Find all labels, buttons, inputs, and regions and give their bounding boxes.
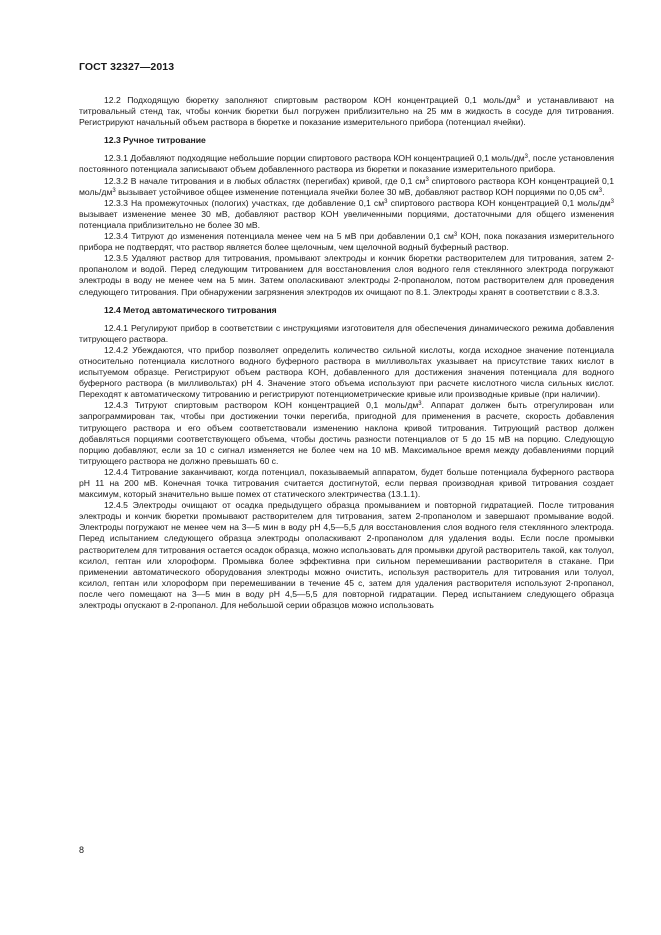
paragraph-12-2: 12.2 Подходящую бюретку заполняют спиртовым раствором КОН концентрацией 0,1 моль/$дм^3$ и устанавливают на титровальный стенд так, чтобы кончик бюретки был погружен приблизительно на 25 мм в жидкость в сосуде для титрования. Регистрируют начальный объем раствора в бюретке и показание измерительного прибора (потенциал ячейки). xyxy=(79,95,614,128)
heading-12-4: 12.4 Метод автоматического титрования xyxy=(104,304,277,315)
superscript-3: 3 xyxy=(453,232,458,239)
heading-12-3: 12.3 Ручное титрование xyxy=(104,135,206,146)
paragraph-12-3-1: 12.3.1 Добавляют подходящие небольшие порции спиртового раствора КОН концентрацией 0,1 моль/$дм^3$, после установления постоянного потенциала записывают объем добавленного раствора из бюретки и показание измерительного прибора. xyxy=(79,153,614,175)
paragraph-12-3-3: 12.3.3 На промежуточных (пологих) участках, где добавление 0,1 $см^3$ спиртового раствора КОН концентрацией 0,1 моль/$дм^3$ вызывает изменение менее 30 мВ, добавляют раствор КОН увеличенными порциями, достаточными для общего изменения потенциала приблизительно не более 30 мВ. xyxy=(79,197,614,230)
superscript-3: 3 xyxy=(610,198,614,205)
paragraph-12-4-1: 12.4.1 Регулируют прибор в соответствии с инструкциями изготовителя для обеспечения динамического режима добавления титрующего раствора. xyxy=(79,322,614,344)
superscript-3: 3 xyxy=(112,187,116,194)
paragraph-12-4-5: 12.4.5 Электроды очищают от осадка предыдущего образца промыванием и повторной гидратацией. После титрования электроды и кончик бюретки промывают растворителем для титрования, затем 2-пропанолом и завершают промывание водой. Электроды погружают не менее чем на 3—5 мин в воду pH 4,5—5,5 для восстановления слоя водного геля стеклянного электрода. Перед испытанием следующего образца электроды ополаскивают 2-пропанолом для удаления воды. Если после промывки растворителем для титрования остается осадок образца, можно использовать для промывки другой растворитель такой, как толуол, ксилол, гептан или хлороформ. Промывка более эффективна при сильном перемешивании растворителя в стакане. При применении автоматического оборудования электроды можно очистить, используя растворитель для титрования или толуол, ксилол, гептан или хлороформ при перемешивании в течение 45 с, затем для удаления растворителя используют 2-пропанол, после чего помещают на 3—5 мин в воду pH 4,5—5,5 для повторной гидратации. Перед испытанием следующего образца электроды опускают в 2-пропанол. Для небольшой серии образцов можно использовать xyxy=(79,500,614,611)
document-header: ГОСТ 32327—2013 xyxy=(79,61,175,73)
page-number: 8 xyxy=(79,845,85,855)
document-body xyxy=(79,95,614,611)
paragraph-12-4-3: 12.4.3 Титруют спиртовым раствором КОН концентрацией 0,1 моль/$дм^3$. Аппарат должен быть отрегулирован или запрограммирован так, чтобы при достижении точки перегиба, пригодной для применения в расчете, скорость добавления титрующего раствора и его объем соответствовали изменению наклона кривой титрования. Титрующий раствор должен добавляться порциями соответствующего объема, чтобы достичь разности потенциалов от 5 до 15 мВ на порцию. Следующую порцию добавляют, если за 10 с сигнал изменяется не более чем на 10 мВ. Максимальное время между добавлениями порций титрующего раствора не должно превышать 60 с. xyxy=(79,400,614,466)
paragraph-12-3-4: 12.3.4 Титруют до изменения потенциала менее чем на 5 мВ при добавлении 0,1 $см^3$ КОН, пока показания измерительного прибора не подтвердят, что раствор является более щелочным, чем щелочной водный буферный раствор. xyxy=(79,231,614,253)
superscript-3: 3 xyxy=(524,154,529,161)
paragraph-12-4-4: 12.4.4 Титрование заканчивают, когда потенциал, показываемый аппаратом, будет больше потенциала буферного раствора pH 11 на 200 мВ. Конечная точка титрования считается достигнутой, если первая производная кривой титрования создает максимум, который значительно выше помех от статического электричества (13.1.1). xyxy=(79,466,614,500)
superscript-3: 3 xyxy=(384,198,388,205)
paragraph-12-3-2: 12.3.2 В начале титрования и в любых областях (перегибах) кривой, где 0,1 $см^3$ спиртового раствора КОН концентрацией 0,1 моль/$дм^3$ вызывает устойчивое общее изменение потенциала ячейки более 30 мВ, добавляют раствор КОН порциями по 0,05 $см^3$. xyxy=(79,175,614,197)
paragraph-12-3-5: 12.3.5 Удаляют раствор для титрования, промывают электроды и кончик бюретки растворителем для титрования, затем 2-пропанолом и водой. Перед следующим титрованием для восстановления слоя водного геля стеклянного электрода погружают электроды в воду не менее чем на 5 мин. Затем ополаскивают электроды 2-пропанолом, потом растворителем для проведения следующего титрования. При обнаружении загрязнения электродов их очищают по 8.1. Электроды хранят в соответствии с 8.3.3. xyxy=(79,253,614,297)
paragraph-12-4-2: 12.4.2 Убеждаются, что прибор позволяет определить количество сильной кислоты, когда исходное значение потенциала относительно потенциала кислотного водного буферного раствора в милливольтах указывает на присутствие таких кислот в испытуемом образце. Регистрируют объем раствора КОН, добавленного для достижения значения потенциала для водного буферного раствора (в милливольтах) pH 4. Значение этого объема используют при расчете кислотного числа сильных кислот. Переходят к автоматическому титрованию и регистрируют потенциометрические кривые или производные кривые (при наличии). xyxy=(79,344,614,400)
superscript-3: 3 xyxy=(425,176,429,183)
superscript-3: 3 xyxy=(598,187,603,194)
superscript-3: 3 xyxy=(418,401,422,408)
superscript-3: 3 xyxy=(516,96,520,102)
